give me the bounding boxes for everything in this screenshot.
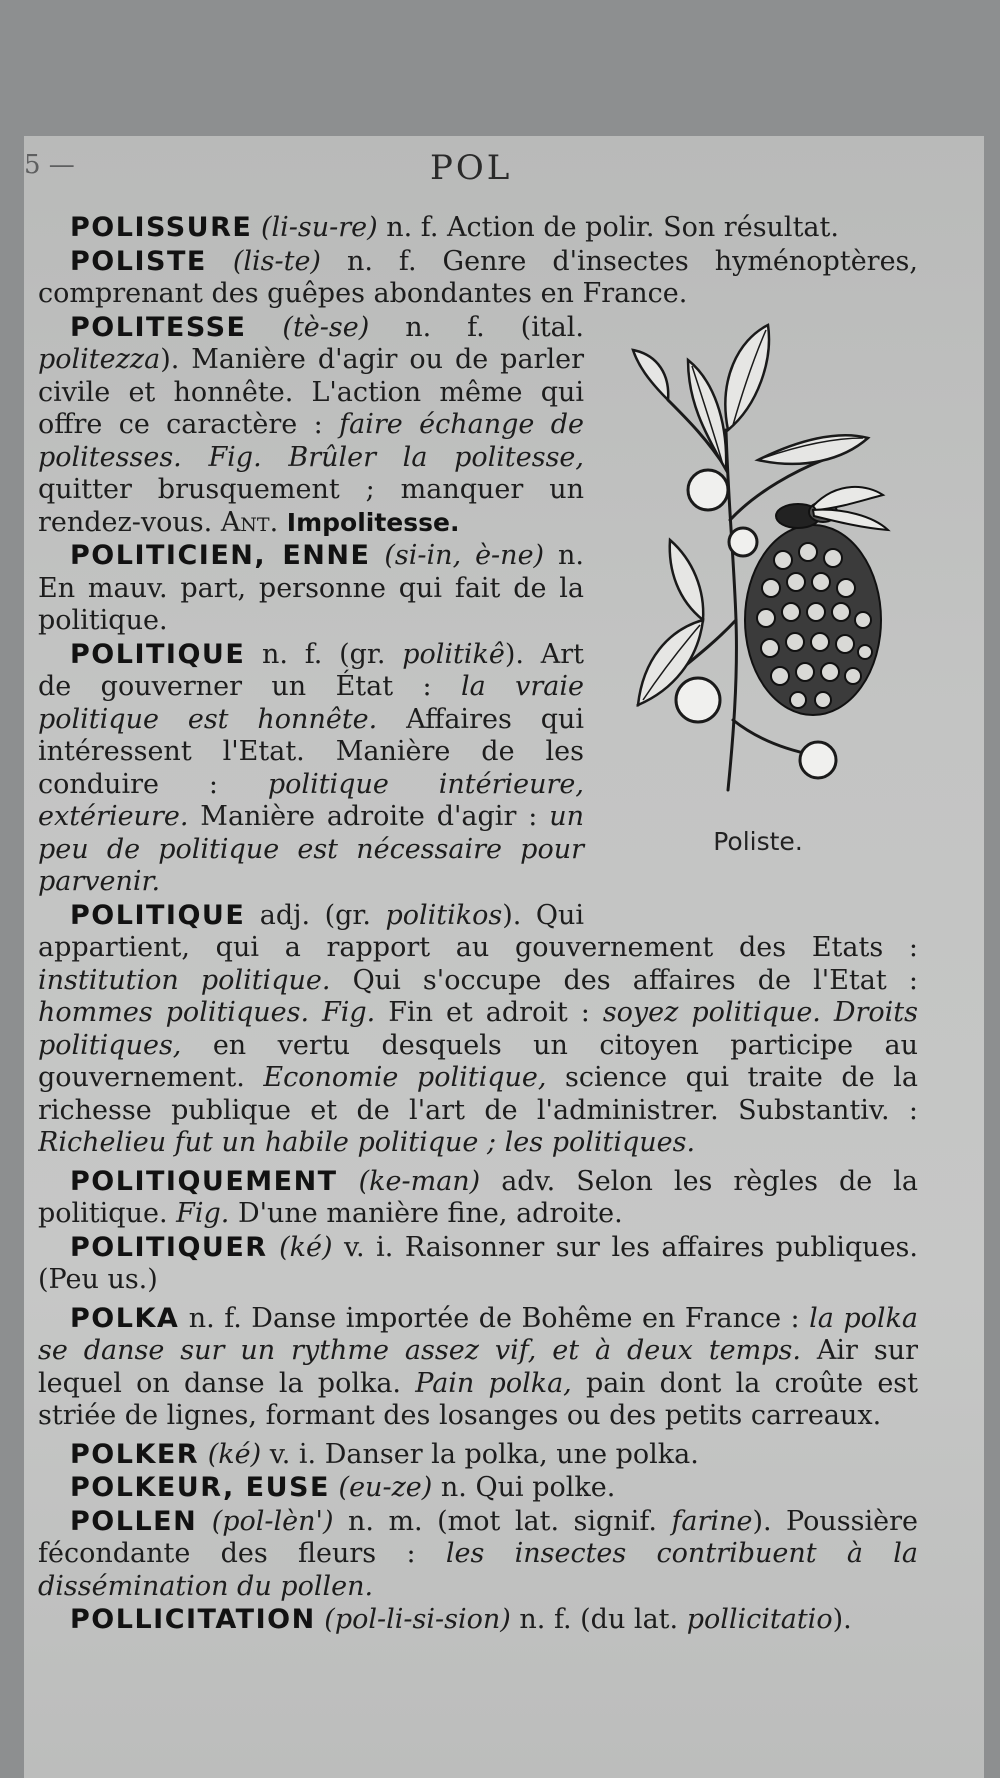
entry-polka xyxy=(38,1303,918,1433)
headword: POLITICIEN, ENNE xyxy=(70,540,371,571)
pronunciation: (si-in, è-ne) xyxy=(384,540,545,571)
entry-pollicitation xyxy=(38,1604,918,1637)
definition-text: en vertu desquels un citoyen participe au gouvernement. xyxy=(38,1029,918,1093)
definition-text: Qui s'occupe des affaires de l'Etat : xyxy=(330,964,918,996)
headword: POLITIQUE xyxy=(70,899,246,931)
example: Pain polka, xyxy=(415,1367,572,1399)
page-number: 5 — xyxy=(24,150,75,180)
example: soyez politique. Droits politiques, xyxy=(38,997,918,1061)
definition-text: Manière adroite d'agir : xyxy=(188,801,550,832)
headword: POLISSURE xyxy=(70,212,253,243)
definition-text: adj. (gr. xyxy=(245,899,386,931)
entry-pollen xyxy=(38,1506,918,1604)
definition-text: quitter brusquement ; manquer un rendez-vous. xyxy=(38,474,584,538)
example: la vraie politique est honnête. xyxy=(38,671,585,735)
example: un peu de politique est nécessaire pour parvenir. xyxy=(38,801,584,897)
definition-text: adv. Selon les règles de la politique. xyxy=(38,1165,918,1229)
pronunciation: (li-su-re) xyxy=(260,212,378,243)
definition-text: n. f. (ital. xyxy=(369,311,584,343)
definition-text: D'une manière fine, adroite. xyxy=(229,1198,623,1229)
entry-politique-adj xyxy=(38,900,918,1160)
definition-text: Air sur lequel on danse la polka. xyxy=(38,1335,918,1399)
example: hommes politiques. Fig. xyxy=(38,997,376,1028)
entry-poliste xyxy=(38,246,918,311)
antonym: Impolitesse. xyxy=(286,507,460,537)
definition: n. En mauv. part, personne qui fait de la politique. xyxy=(38,540,584,636)
headword: POLITESSE xyxy=(70,311,247,343)
entry-polkeur xyxy=(38,1472,918,1505)
definition: v. i. Raisonner sur les affaires publiques. (Peu us.) xyxy=(38,1231,918,1295)
example: institution politique. xyxy=(38,964,331,996)
headword: POLKEUR, EUSE xyxy=(70,1472,330,1503)
entry-polissure xyxy=(38,212,918,245)
etymology: politikê xyxy=(402,638,505,670)
headword: POLKER xyxy=(70,1438,200,1470)
headword: POLITIQUER xyxy=(70,1231,268,1263)
etymology: politikos xyxy=(385,899,503,931)
pronunciation: (lis-te) xyxy=(232,245,321,277)
definition-text: ). Art de gouverner un État : xyxy=(38,638,584,702)
etymology: politezza xyxy=(38,344,161,375)
pronunciation: (pol-li-si-sion) xyxy=(324,1604,511,1635)
etymology: farine xyxy=(671,1505,753,1537)
definition-text: ). xyxy=(832,1604,852,1635)
entry-polker xyxy=(38,1439,918,1472)
definition-text: ). Poussière fécondante des fleurs : xyxy=(38,1505,918,1569)
definition: n. f. Genre d'insectes hyménoptères, comprenant des guêpes abondantes en France. xyxy=(38,245,918,309)
example: politique intérieure, extérieure. xyxy=(38,768,584,832)
definition-text: n. f. (gr. xyxy=(245,638,403,670)
running-head: POL xyxy=(430,148,513,188)
entry-politiquer xyxy=(38,1232,918,1297)
pronunciation: (pol-lèn') xyxy=(211,1505,334,1537)
example: la polka se danse sur un rythme assez vif, et à deux temps. xyxy=(38,1302,918,1366)
example: Economie politique, xyxy=(263,1062,547,1093)
definition-text: Affaires qui intéressent l'Etat. Manière de les conduire : xyxy=(38,703,585,800)
example: faire échange de politesses. Fig. Brûler la politesse, xyxy=(38,409,584,473)
etymology: pollicitatio xyxy=(686,1604,833,1635)
headword: POLLICITATION xyxy=(70,1604,316,1635)
entry-politiquement xyxy=(38,1166,918,1231)
headword: POLISTE xyxy=(70,245,207,277)
headword: POLITIQUE xyxy=(70,638,246,670)
example: les insectes contribuent à la dissémination du pollen. xyxy=(38,1538,918,1602)
definition-text: n. m. (mot lat. signif. xyxy=(333,1505,672,1537)
figure-caption: Poliste. xyxy=(713,826,803,856)
headword: POLLEN xyxy=(70,1505,198,1537)
pronunciation: (eu-ze) xyxy=(338,1472,433,1503)
antonym-label: Ant. xyxy=(220,506,279,538)
definition-text: ). Manière d'agir ou de parler civile et honnête. L'action même qui offre ce caractère : xyxy=(38,344,584,440)
definition: n. Qui polke. xyxy=(432,1472,616,1503)
example: Fig. xyxy=(176,1198,230,1229)
definition-text: pain dont la croûte est striée de lignes, formant des losanges ou des petits carreaux. xyxy=(38,1367,918,1431)
definition-text: ). Qui appartient, qui a rapport au gouvernement des Etats : xyxy=(38,899,918,963)
pronunciation: (ke-man) xyxy=(358,1165,481,1197)
headword: POLITIQUEMENT xyxy=(70,1165,338,1197)
pronunciation: (ké) xyxy=(207,1438,262,1470)
definition-text: n. f. (du lat. xyxy=(510,1604,687,1635)
pronunciation: (ké) xyxy=(279,1231,333,1263)
poliste-illustration xyxy=(598,320,918,908)
wasp-nest-engraving xyxy=(608,320,908,820)
dictionary-entries xyxy=(38,212,918,1778)
definition: v. i. Danser la polka, une polka. xyxy=(261,1438,699,1470)
headword: POLKA xyxy=(70,1302,180,1334)
definition-text: science qui traite de la richesse publique et de l'art de l'administrer. Substantiv. : xyxy=(38,1062,918,1126)
pronunciation: (tè-se) xyxy=(282,311,370,343)
example: Richelieu fut un habile politique ; les politiques. xyxy=(38,1127,696,1158)
definition-text: n. f. Danse importée de Bohême en France : xyxy=(179,1302,810,1334)
definition-text: Fin et adroit : xyxy=(375,997,603,1028)
definition: n. f. Action de polir. Son résultat. xyxy=(377,212,839,243)
